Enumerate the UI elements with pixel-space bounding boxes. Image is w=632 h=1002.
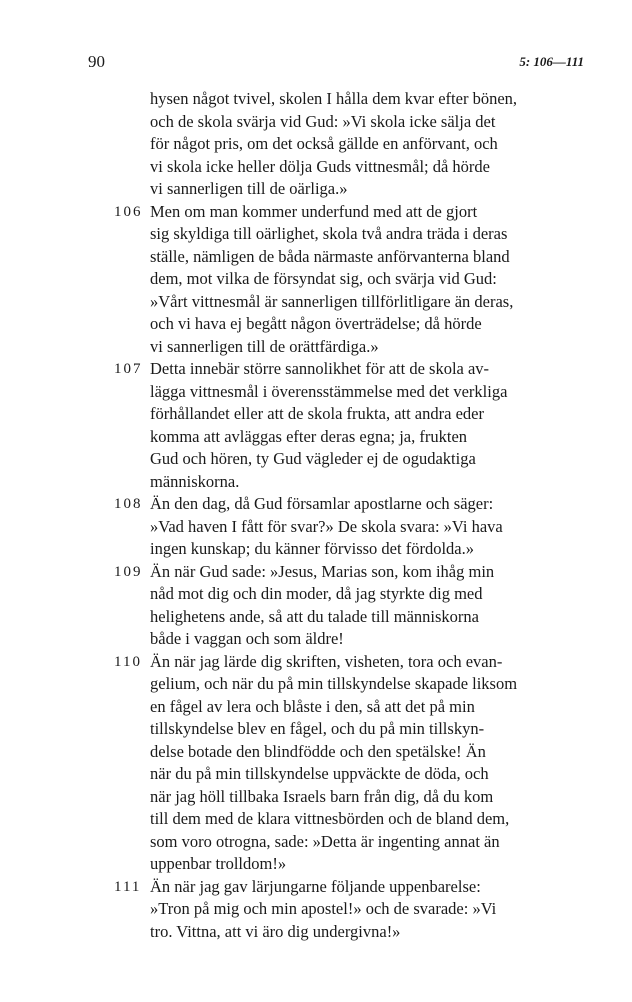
- chapter-reference: 5: 106—111: [519, 54, 584, 69]
- verse-109: [0, 561, 632, 651]
- verse-107: [0, 358, 632, 493]
- verse-text-body: [0, 88, 632, 943]
- verse-text: Än när jag gav lärjungarne följande uppenbarelse: »Tron på mig och min apostel!» och de svarade: »Vi tro. Vittna, att vi äro dig undergivna!»: [150, 876, 497, 941]
- verse-number: 110: [114, 653, 142, 670]
- verse-106: [0, 201, 632, 359]
- verse-number: 107: [114, 361, 143, 377]
- verse-text: Än när Gud sade: »Jesus, Marias son, kom ihåg min nåd mot dig och din moder, då jag styrkte dig med helighetens ande, så att du talade till människorna både i vaggan och som äldre!: [150, 561, 495, 648]
- verse-number: 106: [114, 203, 143, 220]
- verse-text: Än den dag, då Gud församlar apostlarne och säger: »Vad haven I fått för svar?» De skola svara: »Vi hava ingen kunskap; du känner förvisso det fördolda.»: [150, 494, 503, 558]
- verse-text: hysen något tvivel, skolen I hålla dem kvar efter bönen, och de skola svärja vid Gud: »Vi skola icke sälja det för något pris, om det också gällde en anförvant, och vi skola icke heller dölja Guds vittnesmål; då hörde vi sannerligen till de oärliga.»: [150, 89, 518, 198]
- verse-number: 109: [114, 563, 143, 580]
- verse-continuation: [0, 88, 632, 201]
- verse-text: Men om man kommer underfund med att de gjort sig skyldiga till oärlighet, skola två andra träda i deras ställe, nämligen de båda närmaste anförvanterna bland dem, mot vilka de försyndat sig, och svärja vid Gud: »Vårt vittnesmål är sannerligen tillförlitligare än deras, och vi hava ej begått någon överträdelse; då hörde vi sannerligen till de orättfärdiga.»: [150, 201, 514, 356]
- verse-number: 108: [114, 496, 143, 512]
- verse-110: [0, 651, 632, 876]
- page-header: [0, 52, 632, 76]
- verse-111: [0, 876, 632, 944]
- page-number: 90: [88, 52, 105, 71]
- verse-text: Än när jag lärde dig skriften, visheten, tora och evan- gelium, och när du på min tillskyndelse skapade liksom en fågel av lera och blåste i den, så att det på min tillskyndelse blev en fågel, och du på min tillskyn- delse botade den blindfödde och den spetälske! Än när du på min tillskyndelse uppväckte de döda, och när jag höll tillbaka Israels barn från dig, då du kom till dem med de klara vittnesbörden och de bland dem, som voro otrogna, sade: »Detta är ingenting annat än uppenbar trolldom!»: [150, 651, 518, 873]
- verse-108: [0, 493, 632, 561]
- verse-number: 111: [114, 878, 142, 895]
- verse-text: Detta innebär större sannolikhet för att de skola av- lägga vittnesmål i överensstämmelse med det verkliga förhållandet eller att de skola frukta, att andra eder komma att avläggas efter deras egna; ja, frukten Gud och hören, ty Gud vägleder ej de ogudaktiga människorna.: [150, 359, 508, 491]
